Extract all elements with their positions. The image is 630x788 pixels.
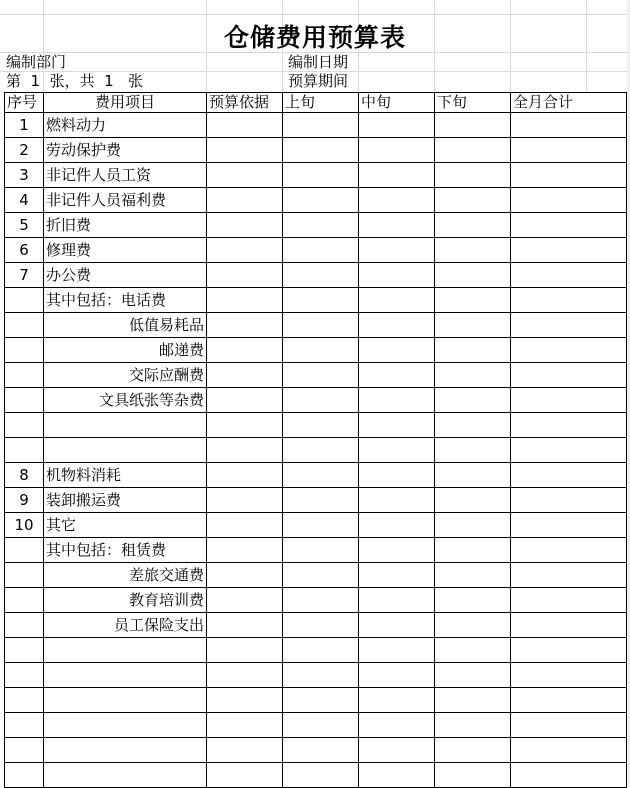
expense-item-cell[interactable]: 办公费 [44, 263, 207, 288]
row-number-cell[interactable] [5, 413, 44, 438]
value-cell[interactable] [207, 663, 283, 688]
value-cell[interactable] [359, 413, 435, 438]
value-cell[interactable] [359, 588, 435, 613]
expense-item-cell[interactable] [44, 688, 207, 713]
value-cell[interactable] [283, 663, 359, 688]
value-cell[interactable] [511, 738, 627, 763]
value-cell[interactable] [283, 488, 359, 513]
row-number-cell[interactable]: 2 [5, 138, 44, 163]
value-cell[interactable] [511, 513, 627, 538]
expense-item-cell[interactable]: 邮递费 [44, 338, 207, 363]
value-cell[interactable] [511, 638, 627, 663]
value-cell[interactable] [359, 638, 435, 663]
value-cell[interactable] [359, 738, 435, 763]
value-cell[interactable] [283, 613, 359, 638]
table-row [5, 388, 627, 413]
value-cell[interactable] [435, 688, 511, 713]
value-cell[interactable] [283, 188, 359, 213]
value-cell[interactable] [359, 513, 435, 538]
value-cell[interactable] [283, 363, 359, 388]
value-cell[interactable] [511, 488, 627, 513]
value-cell[interactable] [435, 188, 511, 213]
row-number-cell[interactable]: 5 [5, 213, 44, 238]
row-number-cell[interactable] [5, 388, 44, 413]
value-cell[interactable] [359, 313, 435, 338]
value-cell[interactable] [207, 238, 283, 263]
value-cell[interactable] [359, 188, 435, 213]
table-row [5, 563, 627, 588]
value-cell[interactable] [359, 263, 435, 288]
value-cell[interactable] [283, 288, 359, 313]
value-cell[interactable] [435, 613, 511, 638]
expense-item-cell[interactable]: 教育培训费 [44, 588, 207, 613]
value-cell[interactable] [207, 413, 283, 438]
value-cell[interactable] [435, 538, 511, 563]
value-cell[interactable] [511, 463, 627, 488]
value-cell[interactable] [283, 588, 359, 613]
value-cell[interactable] [207, 313, 283, 338]
expense-item-cell[interactable] [44, 413, 207, 438]
value-cell[interactable] [435, 413, 511, 438]
table-row [5, 588, 627, 613]
value-cell[interactable] [283, 388, 359, 413]
table-row [5, 413, 627, 438]
row-number-cell[interactable] [5, 313, 44, 338]
value-cell[interactable] [207, 613, 283, 638]
value-cell[interactable] [359, 363, 435, 388]
table-row [5, 188, 627, 213]
value-cell[interactable] [359, 288, 435, 313]
row-number-cell[interactable] [5, 338, 44, 363]
value-cell[interactable] [511, 263, 627, 288]
value-cell[interactable] [435, 463, 511, 488]
value-cell[interactable] [511, 388, 627, 413]
value-cell[interactable] [435, 238, 511, 263]
expense-item-cell[interactable]: 其中包括：电话费 [44, 288, 207, 313]
table-row [5, 538, 627, 563]
value-cell[interactable] [283, 163, 359, 188]
table-row [5, 688, 627, 713]
value-cell[interactable] [207, 563, 283, 588]
column-header[interactable]: 预算依据 [207, 93, 283, 113]
value-cell[interactable] [207, 713, 283, 738]
table-row [5, 288, 627, 313]
value-cell[interactable] [359, 338, 435, 363]
value-cell[interactable] [435, 713, 511, 738]
table-row [5, 113, 627, 138]
table-row [5, 488, 627, 513]
value-cell[interactable] [207, 763, 283, 788]
value-cell[interactable] [511, 213, 627, 238]
expense-item-cell[interactable]: 燃料动力 [44, 113, 207, 138]
value-cell[interactable] [511, 363, 627, 388]
expense-item-cell[interactable]: 修理费 [44, 238, 207, 263]
value-cell[interactable] [359, 538, 435, 563]
value-cell[interactable] [207, 138, 283, 163]
value-cell[interactable] [283, 238, 359, 263]
row-number-cell[interactable] [5, 713, 44, 738]
table-row [5, 138, 627, 163]
value-cell[interactable] [511, 563, 627, 588]
row-number-cell[interactable] [5, 688, 44, 713]
value-cell[interactable] [283, 438, 359, 463]
column-header[interactable]: 下旬 [435, 93, 511, 113]
gridline [0, 14, 630, 15]
value-cell[interactable] [283, 513, 359, 538]
row-number-cell[interactable]: 6 [5, 238, 44, 263]
value-cell[interactable] [207, 188, 283, 213]
value-cell[interactable] [207, 263, 283, 288]
row-number-cell[interactable] [5, 288, 44, 313]
value-cell[interactable] [511, 188, 627, 213]
row-number-cell[interactable] [5, 363, 44, 388]
value-cell[interactable] [435, 363, 511, 388]
row-number-cell[interactable]: 4 [5, 188, 44, 213]
table-row [5, 513, 627, 538]
expense-item-cell[interactable] [44, 663, 207, 688]
value-cell[interactable] [359, 563, 435, 588]
value-cell[interactable] [435, 638, 511, 663]
value-cell[interactable] [511, 138, 627, 163]
value-cell[interactable] [207, 438, 283, 463]
table-row [5, 338, 627, 363]
table-row [5, 438, 627, 463]
row-number-cell[interactable] [5, 763, 44, 788]
value-cell[interactable] [359, 138, 435, 163]
value-cell[interactable] [359, 113, 435, 138]
table-row [5, 238, 627, 263]
value-cell[interactable] [511, 238, 627, 263]
value-cell[interactable] [511, 588, 627, 613]
value-cell[interactable] [283, 638, 359, 663]
value-cell[interactable] [283, 563, 359, 588]
value-cell[interactable] [435, 588, 511, 613]
value-cell[interactable] [207, 288, 283, 313]
value-cell[interactable] [283, 538, 359, 563]
value-cell[interactable] [435, 563, 511, 588]
row-number-cell[interactable]: 7 [5, 263, 44, 288]
expense-item-cell[interactable]: 劳动保护费 [44, 138, 207, 163]
table-header-row [5, 93, 627, 113]
value-cell[interactable] [359, 438, 435, 463]
expense-item-cell[interactable]: 其它 [44, 513, 207, 538]
value-cell[interactable] [435, 113, 511, 138]
value-cell[interactable] [511, 663, 627, 688]
row-number-cell[interactable] [5, 663, 44, 688]
table-row [5, 663, 627, 688]
table-row [5, 213, 627, 238]
value-cell[interactable] [207, 538, 283, 563]
row-number-cell[interactable]: 10 [5, 513, 44, 538]
value-cell[interactable] [511, 413, 627, 438]
row-number-cell[interactable] [5, 588, 44, 613]
row-number-cell[interactable]: 1 [5, 113, 44, 138]
value-cell[interactable] [283, 338, 359, 363]
value-cell[interactable] [511, 613, 627, 638]
expense-item-cell[interactable]: 文具纸张等杂费 [44, 388, 207, 413]
value-cell[interactable] [435, 663, 511, 688]
value-cell[interactable] [207, 488, 283, 513]
value-cell[interactable] [435, 513, 511, 538]
value-cell[interactable] [283, 713, 359, 738]
value-cell[interactable] [359, 613, 435, 638]
value-cell[interactable] [435, 488, 511, 513]
value-cell[interactable] [359, 763, 435, 788]
value-cell[interactable] [435, 338, 511, 363]
column-header[interactable]: 全月合计 [511, 93, 627, 113]
column-header[interactable]: 上旬 [283, 93, 359, 113]
value-cell[interactable] [435, 738, 511, 763]
value-cell[interactable] [207, 213, 283, 238]
value-cell[interactable] [435, 763, 511, 788]
value-cell[interactable] [207, 738, 283, 763]
value-cell[interactable] [511, 763, 627, 788]
value-cell[interactable] [207, 463, 283, 488]
value-cell[interactable] [435, 138, 511, 163]
expense-item-cell[interactable]: 交际应酬费 [44, 363, 207, 388]
value-cell[interactable] [435, 438, 511, 463]
row-number-cell[interactable] [5, 613, 44, 638]
expense-item-cell[interactable] [44, 763, 207, 788]
value-cell[interactable] [283, 688, 359, 713]
value-cell[interactable] [511, 288, 627, 313]
value-cell[interactable] [283, 213, 359, 238]
page-title: 仓储费用预算表 [223, 23, 406, 52]
table-row [5, 738, 627, 763]
value-cell[interactable] [435, 288, 511, 313]
value-cell[interactable] [359, 388, 435, 413]
table-row [5, 638, 627, 663]
value-cell[interactable] [511, 538, 627, 563]
value-cell[interactable] [511, 113, 627, 138]
expense-item-cell[interactable]: 差旅交通费 [44, 563, 207, 588]
value-cell[interactable] [435, 313, 511, 338]
expense-item-cell[interactable]: 折旧费 [44, 213, 207, 238]
table-row [5, 363, 627, 388]
value-cell[interactable] [207, 588, 283, 613]
value-cell[interactable] [435, 213, 511, 238]
value-cell[interactable] [511, 688, 627, 713]
table-row [5, 263, 627, 288]
value-cell[interactable] [207, 513, 283, 538]
row-number-cell[interactable] [5, 563, 44, 588]
row-number-cell[interactable] [5, 738, 44, 763]
value-cell[interactable] [359, 713, 435, 738]
expense-item-cell[interactable]: 低值易耗品 [44, 313, 207, 338]
table-row [5, 463, 627, 488]
value-cell[interactable] [359, 688, 435, 713]
expense-item-cell[interactable] [44, 438, 207, 463]
expense-item-cell[interactable]: 装卸搬运费 [44, 488, 207, 513]
value-cell[interactable] [359, 213, 435, 238]
column-header[interactable]: 中旬 [359, 93, 435, 113]
expense-item-cell[interactable]: 员工保险支出 [44, 613, 207, 638]
expense-item-cell[interactable]: 机物料消耗 [44, 463, 207, 488]
expense-item-cell[interactable]: 非记件人员福利费 [44, 188, 207, 213]
table-row [5, 313, 627, 338]
column-header[interactable]: 序号 [5, 93, 44, 113]
value-cell[interactable] [511, 338, 627, 363]
value-cell[interactable] [283, 413, 359, 438]
value-cell[interactable] [207, 363, 283, 388]
value-cell[interactable] [207, 688, 283, 713]
expense-item-cell[interactable] [44, 738, 207, 763]
value-cell[interactable] [283, 463, 359, 488]
value-cell[interactable] [207, 113, 283, 138]
row-number-cell[interactable] [5, 638, 44, 663]
row-number-cell[interactable] [5, 438, 44, 463]
row-number-cell[interactable]: 3 [5, 163, 44, 188]
column-header[interactable]: 费用项目 [44, 93, 207, 113]
table-row [5, 613, 627, 638]
value-cell[interactable] [359, 488, 435, 513]
value-cell[interactable] [511, 163, 627, 188]
row-number-cell[interactable]: 8 [5, 463, 44, 488]
value-cell[interactable] [283, 263, 359, 288]
value-cell[interactable] [359, 163, 435, 188]
dept-label: 编制部门 [6, 53, 67, 71]
expense-item-cell[interactable]: 其中包括：租赁费 [44, 538, 207, 563]
value-cell[interactable] [283, 313, 359, 338]
value-cell[interactable] [283, 763, 359, 788]
value-cell[interactable] [435, 163, 511, 188]
value-cell[interactable] [435, 263, 511, 288]
value-cell[interactable] [511, 713, 627, 738]
value-cell[interactable] [207, 388, 283, 413]
period-label: 预算期间 [288, 72, 349, 90]
value-cell[interactable] [359, 238, 435, 263]
value-cell[interactable] [283, 113, 359, 138]
value-cell[interactable] [359, 463, 435, 488]
value-cell[interactable] [435, 388, 511, 413]
value-cell[interactable] [359, 663, 435, 688]
table-row [5, 713, 627, 738]
row-number-cell[interactable]: 9 [5, 488, 44, 513]
expense-item-cell[interactable] [44, 713, 207, 738]
expense-item-cell[interactable]: 非记件人员工资 [44, 163, 207, 188]
value-cell[interactable] [511, 438, 627, 463]
table-row [5, 763, 627, 788]
date-label: 编制日期 [288, 53, 349, 71]
value-cell[interactable] [283, 138, 359, 163]
budget-table [4, 92, 627, 788]
value-cell[interactable] [283, 738, 359, 763]
row-number-cell[interactable] [5, 538, 44, 563]
expense-item-cell[interactable] [44, 638, 207, 663]
table-row [5, 163, 627, 188]
value-cell[interactable] [207, 338, 283, 363]
sheet-count-label: 第 1 张，共 1 张 [6, 72, 144, 90]
value-cell[interactable] [207, 638, 283, 663]
value-cell[interactable] [207, 163, 283, 188]
value-cell[interactable] [511, 313, 627, 338]
